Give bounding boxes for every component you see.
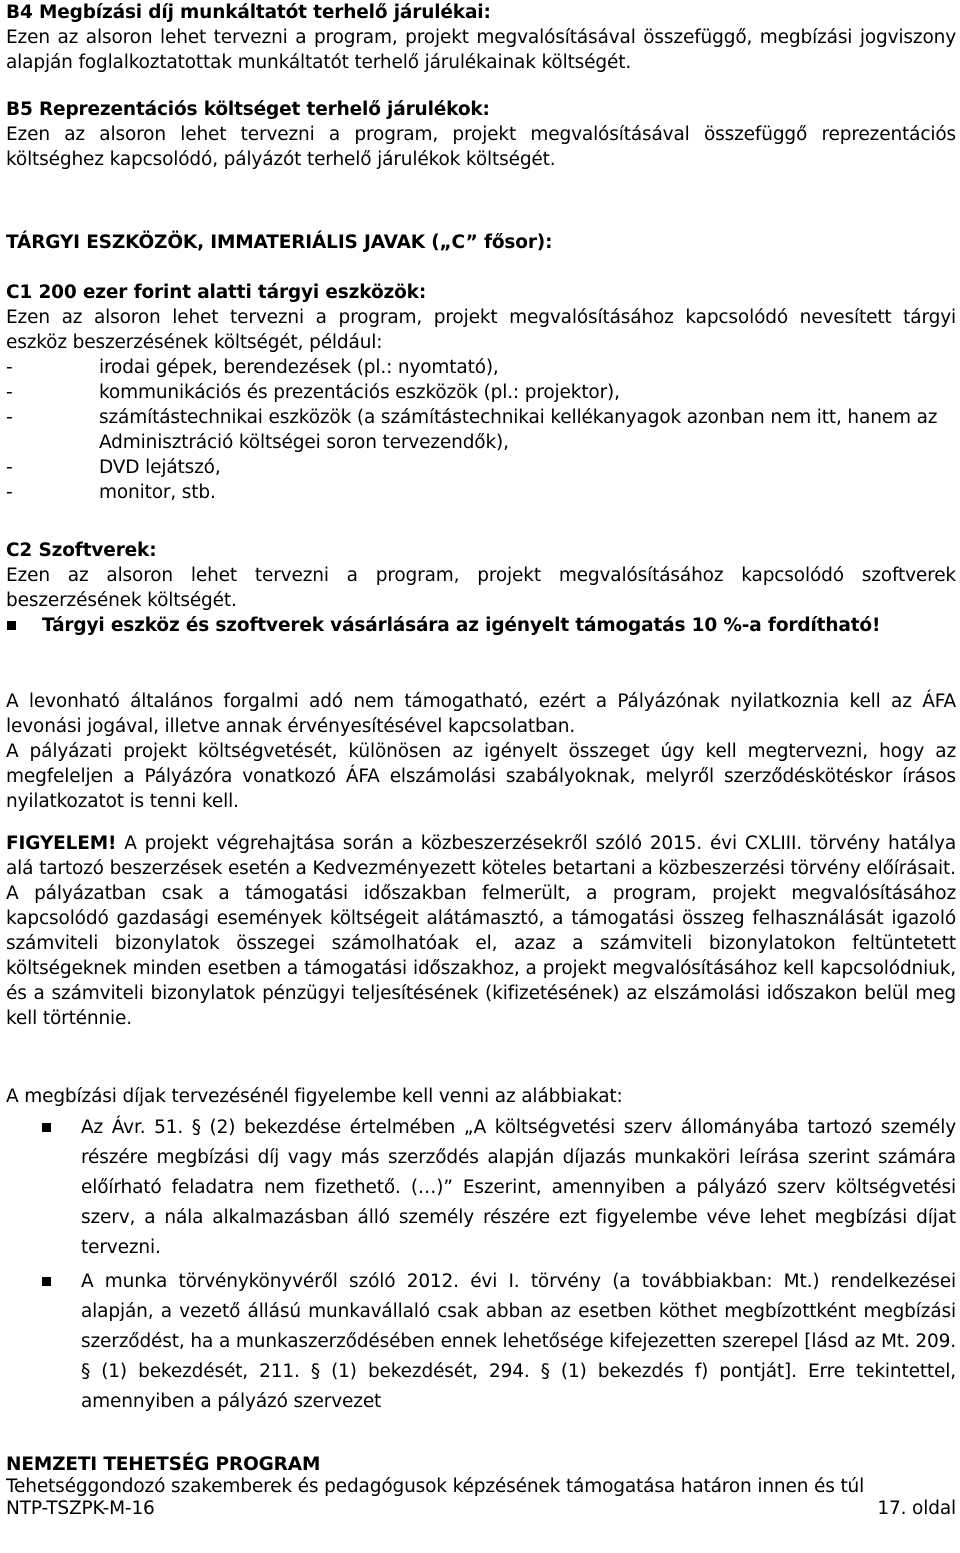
figyelem-paragraph: FIGYELEM! A projekt végrehajtása során a közbeszerzésekről szóló 2015. évi CXLIII. törvény hatálya alá tartozó beszerzések esetén a Kedvezményezett köteles betartani a közbeszerzési törvény előírásait. <box>6 833 956 879</box>
section-b5 <box>6 97 956 172</box>
c2-text: Ezen az alsoron lehet tervezni a program, projekt megvalósításához kapcsolódó szoftverek beszerzésének költségét. <box>6 565 956 611</box>
figyelem-label: FIGYELEM! <box>6 833 117 854</box>
square-bullet-icon <box>42 1123 51 1132</box>
b5-text: Ezen az alsoron lehet tervezni a program, projekt megvalósításával összefüggő reprezentációs költséghez kapcsolódó, pályázót terhelő járulékok költségét. <box>6 124 956 170</box>
b4-heading: B4 Megbízási díj munkáltatót terhelő járulékai: <box>6 2 491 23</box>
c1-heading: C1 200 ezer forint alatti tárgyi eszközök: <box>6 282 427 303</box>
list-item: - számítástechnikai eszközök (a számítástechnikai kellékanyagok azonban nem itt, hanem az Adminisztráció költségei soron tervezendők), <box>6 407 938 453</box>
section-c-main <box>6 230 956 255</box>
section-b4 <box>6 0 956 75</box>
b4-text: Ezen az alsoron lehet tervezni a program, projekt megvalósításával összefüggő, megbízási jogviszony alapján foglalkoztatottak munkáltatót terhelő járulékainak költségét. <box>6 27 956 73</box>
square-bullet-icon <box>42 1277 51 1286</box>
square-bullet-icon <box>7 621 16 630</box>
section-c1 <box>6 280 956 505</box>
c2-heading: C2 Szoftverek: <box>6 540 157 561</box>
section-megbizasi <box>6 1084 956 1417</box>
list-item: - monitor, stb. <box>6 482 216 503</box>
list-item: - irodai gépek, berendezések (pl.: nyomtató), <box>6 357 499 378</box>
section-c2 <box>6 538 956 638</box>
list-item: - DVD lejátszó, <box>6 457 221 478</box>
afa-paragraph-1: A levonható általános forgalmi adó nem támogatható, ezért a Pályázónak nyilatkoznia kell az ÁFA levonási jogával, illetve annak érvényesítésével kapcsolatban. <box>6 691 956 737</box>
megbizasi-item-2: A munka törvénykönyvéről szóló 2012. évi I. törvény (a továbbiakban: Mt.) rendelkezései alapján, a vezető állású munkavállaló csak abban az esetben köthet megbízottként megbízási szerződést, ha a munkaszerződésében ennek lehetősége kifejezetten szerepel [lásd az Mt. 209. § (1) bekezdését, 211. § (1) bekezdését, 294. § (1) bekezdés f) pontját]. Erre tekintettel, amennyiben a pályázó szervezet <box>6 1267 956 1417</box>
c2-note: Tárgyi eszköz és szoftverek vásárlására az igényelt támogatás 10 %-a fordítható! <box>6 613 956 638</box>
section-afa <box>6 689 956 814</box>
section-figyelem <box>6 831 956 1031</box>
c1-text: Ezen az alsoron lehet tervezni a program, projekt megvalósításához kapcsolódó nevesített tárgyi eszköz beszerzésének költségét, például: <box>6 307 956 353</box>
c1-item-list <box>6 355 956 505</box>
c-main-heading: TÁRGYI ESZKÖZÖK, IMMATERIÁLIS JAVAK („C” fősor): <box>6 232 553 253</box>
afa-paragraph-2: A pályázati projekt költségvetését, különösen az igényelt összeget úgy kell megtervezni, hogy az megfeleljen a Pályázóra vonatkozó ÁFA elszámolási szabályoknak, melyről szerződéskötéskor írásos nyilatkozatot is tenni kell. <box>6 741 956 812</box>
footer-program: NEMZETI TEHETSÉG PROGRAM <box>6 1454 321 1475</box>
page-number: 17. oldal <box>877 1498 956 1519</box>
footer-subtitle: Tehetséggondozó szakemberek és pedagógusok képzésének támogatása határon innen és túl <box>6 1476 865 1497</box>
b5-heading: B5 Reprezentációs költséget terhelő járulékok: <box>6 99 490 120</box>
megbizasi-intro: A megbízási díjak tervezésénél figyelembe kell venni az alábbiakat: <box>6 1086 623 1107</box>
figyelem-paragraph-2: A pályázatban csak a támogatási időszakban felmerült, a program, projekt megvalósításához kapcsolódó gazdasági események költségeit alátámasztó, a támogatási összeg felhasználását igazoló számviteli bizonylatok összegei számolhatóak el, azaz a számviteli bizonylatokon feltüntetett költségeknek minden esetben a támogatási időszakhoz, a projekt megvalósításához kell kapcsolódniuk, és a számviteli bizonylatok pénzügyi teljesítésének (kifizetésének) az elszámolási időszakon belül meg kell történnie. <box>6 883 956 1029</box>
footer-code: NTP-TSZPK-M-16 <box>6 1498 155 1519</box>
page-footer <box>6 1454 956 1520</box>
megbizasi-item-1: Az Ávr. 51. § (2) bekezdése értelmében „A költségvetési szerv állományába tartozó személy részére megbízási díj vagy más szerződés alapján díjazás munkaköri leírása szerint számára előírható feladatra nem fizethető. (…)” Eszerint, amennyiben a pályázó szerv költségvetési szerv, a nála alkalmazásban álló személy részére ezt figyelembe véve lehet megbízási díjat tervezni. <box>6 1113 956 1263</box>
list-item: - kommunikációs és prezentációs eszközök (pl.: projektor), <box>6 382 620 403</box>
